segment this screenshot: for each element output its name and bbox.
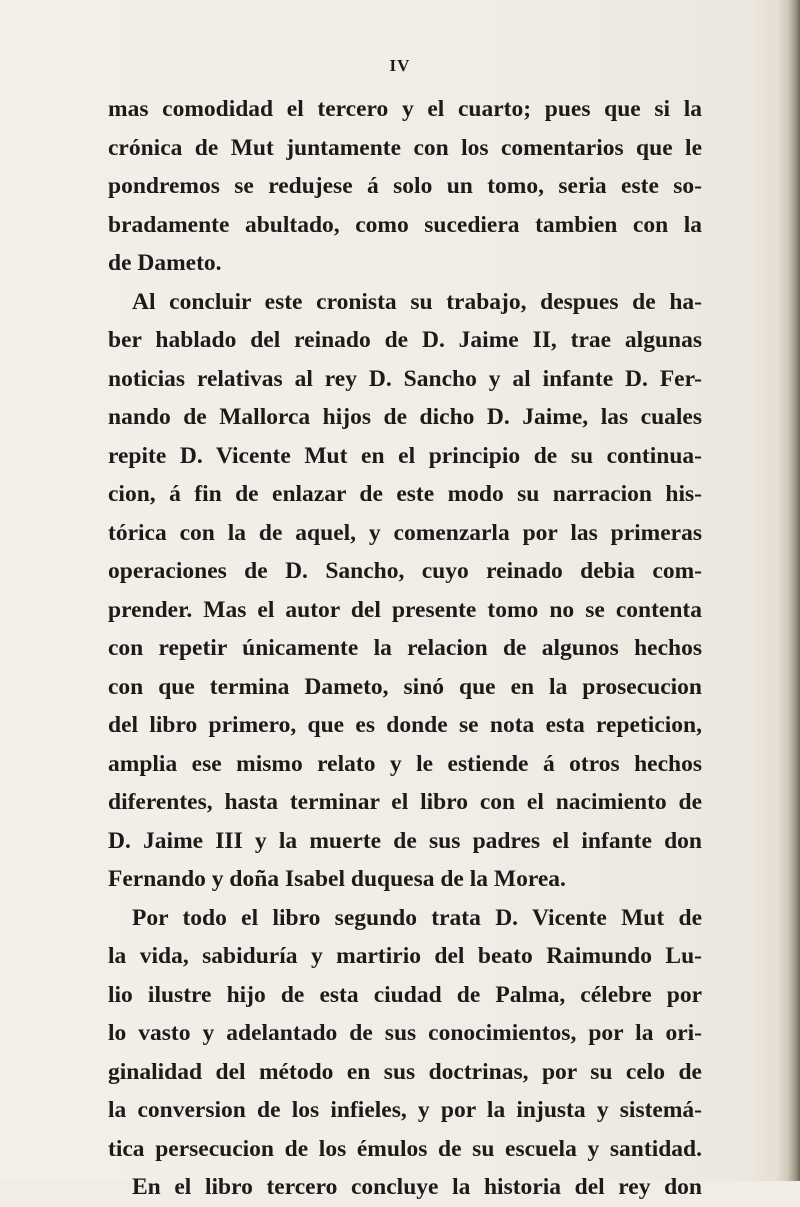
text-line: tica persecucion de los émulos de su escuela y santidad. xyxy=(108,1135,702,1162)
paragraph-start-line: Por todo el libro segundo trata D. Vicente Mut de xyxy=(132,904,702,931)
page-number: IV xyxy=(389,56,411,75)
text-line: lo vasto y adelantado de sus conocimientos, por la ori- xyxy=(108,1020,702,1046)
text-line: con que termina Dameto, sinó que en la prosecucion xyxy=(108,673,702,700)
text-line: repite D. Vicente Mut en el principio de su continua- xyxy=(108,442,702,469)
text-line: del libro primero, que es donde se nota esta repeticion, xyxy=(108,712,702,738)
text-line: lio ilustre hijo de esta ciudad de Palma, célebre por xyxy=(108,981,702,1008)
page-edge-shadow xyxy=(778,0,800,1181)
text-line: operaciones de D. Sancho, cuyo reinado debia com- xyxy=(108,558,702,584)
paragraph-start-line: En el libro tercero concluye la historia del rey don xyxy=(132,1174,702,1200)
text-line: amplia ese mismo relato y le estiende á otros hechos xyxy=(108,750,702,777)
text-line: con repetir únicamente la relacion de algunos hechos xyxy=(108,635,702,661)
text-line: ginalidad del método en sus doctrinas, por su celo de xyxy=(108,1058,702,1085)
text-line: de Dameto. xyxy=(108,250,222,276)
text-line: pondremos se redujese á solo un tomo, seria este so- xyxy=(108,173,702,199)
text-line: nando de Mallorca hijos de dicho D. Jaime, las cuales xyxy=(108,404,702,430)
paragraph-start-line: Al concluir este cronista su trabajo, despues de ha- xyxy=(132,288,702,315)
text-line: D. Jaime III y la muerte de sus padres el infante don xyxy=(108,827,702,854)
body-text xyxy=(108,90,702,1207)
text-line: mas comodidad el tercero y el cuarto; pues que si la xyxy=(108,96,702,122)
text-line: tórica con la de aquel, y comenzarla por las primeras xyxy=(108,519,702,546)
text-line: la vida, sabiduría y martirio del beato Raimundo Lu- xyxy=(108,943,702,969)
text-line: Fernando y doña Isabel duquesa de la Morea. xyxy=(108,866,566,892)
text-line: la conversion de los infieles, y por la injusta y sistemá- xyxy=(108,1097,702,1123)
text-line: bradamente abultado, como sucediera tambien con la xyxy=(108,211,702,238)
text-line: noticias relativas al rey D. Sancho y al infante D. Fer- xyxy=(108,365,702,392)
text-line: prender. Mas el autor del presente tomo no se contenta xyxy=(108,596,702,623)
text-line: ber hablado del reinado de D. Jaime II, trae algunas xyxy=(108,327,702,353)
text-line: diferentes, hasta terminar el libro con el nacimiento de xyxy=(108,789,702,815)
text-line: crónica de Mut juntamente con los comentarios que le xyxy=(108,134,702,161)
text-line: cion, á fin de enlazar de este modo su narracion his- xyxy=(108,481,702,507)
